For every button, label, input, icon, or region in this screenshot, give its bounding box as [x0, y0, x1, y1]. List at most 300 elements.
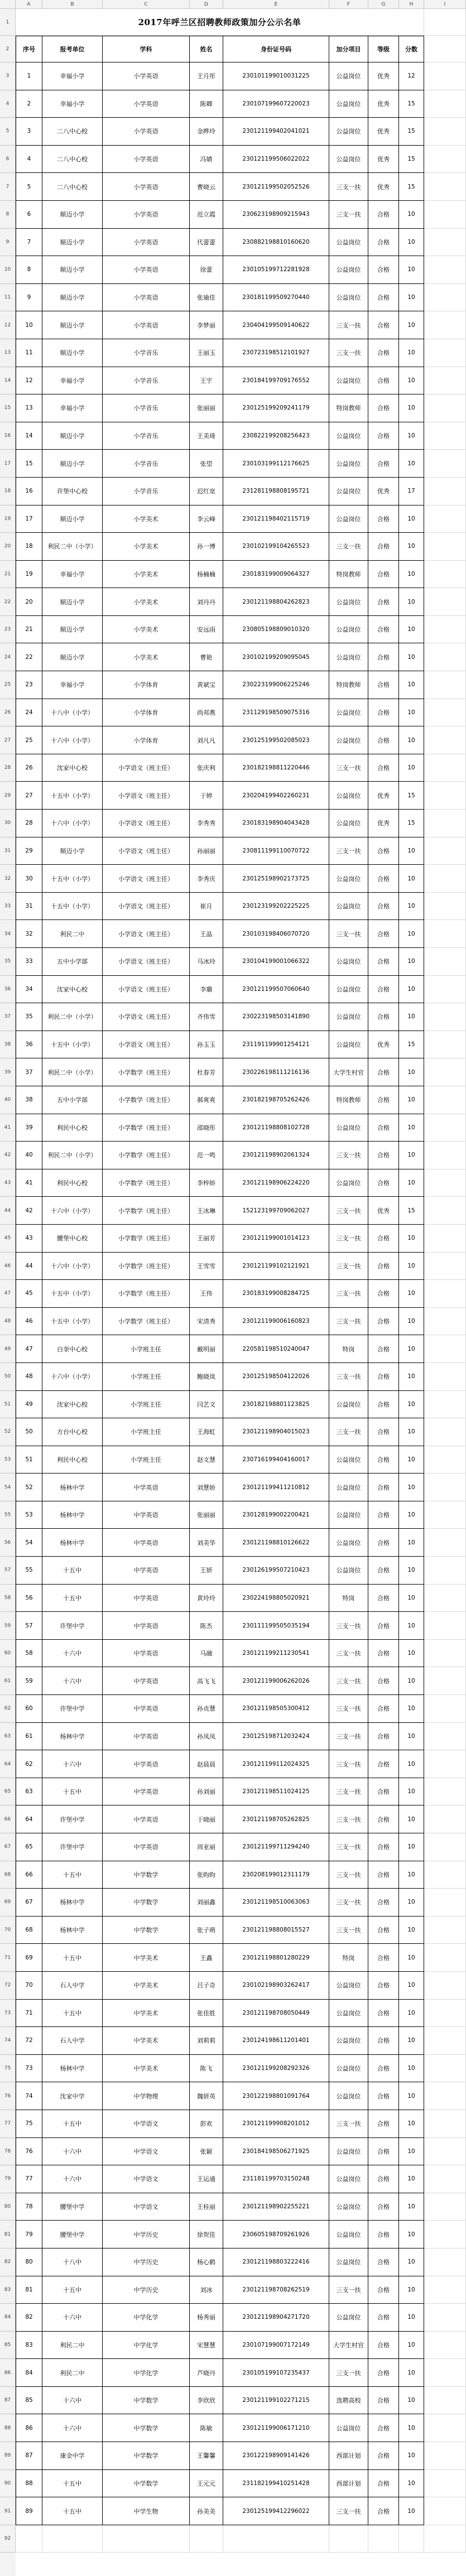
column-i-cell[interactable] — [424, 2221, 466, 2248]
unit-cell[interactable]: 利民二中 — [42, 920, 103, 948]
score-cell[interactable]: 10 — [399, 2359, 424, 2387]
seq-cell[interactable]: 61 — [16, 1723, 42, 1751]
id-number-cell[interactable]: 230182198801123825 — [223, 1391, 329, 1419]
column-i-cell[interactable] — [424, 201, 466, 229]
subject-cell[interactable]: 中学美术 — [103, 2000, 190, 2028]
bonus-item-cell[interactable]: 三支一扶 — [329, 754, 368, 782]
seq-cell[interactable]: 81 — [16, 2276, 42, 2304]
score-cell[interactable]: 10 — [399, 2497, 424, 2525]
column-header-c[interactable]: C — [103, 0, 190, 9]
bonus-item-cell[interactable]: 公益岗位 — [329, 1972, 368, 2000]
unit-cell[interactable]: 十五中（小学） — [42, 1308, 103, 1336]
name-cell[interactable]: 李云峰 — [190, 505, 223, 533]
seq-cell[interactable]: 39 — [16, 1114, 42, 1142]
seq-cell[interactable]: 43 — [16, 1225, 42, 1253]
column-i-cell[interactable] — [424, 2276, 466, 2304]
empty-cell[interactable] — [424, 2525, 466, 2553]
name-cell[interactable]: 李梦丽 — [190, 311, 223, 339]
row-number[interactable]: 77 — [0, 2110, 16, 2138]
row-number[interactable]: 28 — [0, 754, 16, 782]
row-number[interactable]: 88 — [0, 2414, 16, 2442]
id-number-cell[interactable]: 230121198801280229 — [223, 1944, 329, 1972]
grade-cell[interactable]: 合格 — [368, 1585, 399, 1612]
bonus-item-cell[interactable]: 特岗 — [329, 1335, 368, 1363]
subject-cell[interactable]: 中学数学 — [103, 1889, 190, 1917]
name-cell[interactable]: 刘莉莉 — [190, 2027, 223, 2055]
score-cell[interactable]: 10 — [399, 2387, 424, 2415]
row-number[interactable]: 62 — [0, 1695, 16, 1723]
bonus-item-cell[interactable]: 公益岗位 — [329, 90, 368, 118]
grade-cell[interactable]: 合格 — [368, 1667, 399, 1695]
bonus-item-cell[interactable]: 公益岗位 — [329, 643, 368, 671]
unit-cell[interactable]: 顺迈小学 — [42, 311, 103, 339]
grade-cell[interactable]: 合格 — [368, 1778, 399, 1806]
row-number[interactable]: 37 — [0, 1003, 16, 1031]
name-cell[interactable]: 孙贞慧 — [190, 1695, 223, 1723]
seq-cell[interactable]: 3 — [16, 118, 42, 146]
id-number-cell[interactable]: 230103199112176625 — [223, 450, 329, 478]
subject-cell[interactable]: 小学美术 — [103, 561, 190, 589]
row-number[interactable]: 85 — [0, 2332, 16, 2360]
column-i-cell[interactable] — [424, 1086, 466, 1114]
grade-cell[interactable]: 优秀 — [368, 1031, 399, 1059]
name-cell[interactable]: 李秀秀 — [190, 810, 223, 837]
subject-cell[interactable]: 小学英语 — [103, 146, 190, 174]
subject-cell[interactable]: 中学物理 — [103, 2082, 190, 2110]
column-i-cell[interactable] — [424, 643, 466, 671]
grade-cell[interactable]: 合格 — [368, 754, 399, 782]
subject-cell[interactable]: 小学语文（班主任） — [103, 865, 190, 893]
header-name[interactable]: 姓名 — [190, 36, 223, 62]
bonus-item-cell[interactable]: 公益岗位 — [329, 1529, 368, 1557]
bonus-item-cell[interactable]: 三支一扶 — [329, 1805, 368, 1833]
seq-cell[interactable]: 42 — [16, 1197, 42, 1225]
name-cell[interactable]: 金晔玲 — [190, 118, 223, 146]
bonus-item-cell[interactable]: 三支一扶 — [329, 1308, 368, 1336]
score-cell[interactable]: 10 — [399, 1335, 424, 1363]
unit-cell[interactable]: 利民中心校 — [42, 1169, 103, 1197]
subject-cell[interactable]: 小学音乐 — [103, 367, 190, 395]
score-cell[interactable]: 10 — [399, 1308, 424, 1336]
column-i-cell[interactable] — [424, 146, 466, 174]
seq-cell[interactable]: 50 — [16, 1418, 42, 1446]
row-number[interactable]: 32 — [0, 865, 16, 893]
subject-cell[interactable]: 小学英语 — [103, 284, 190, 312]
row-number[interactable]: 21 — [0, 561, 16, 589]
subject-cell[interactable]: 中学历史 — [103, 2276, 190, 2304]
row-number[interactable]: 10 — [0, 256, 16, 284]
id-number-cell[interactable]: 230121199908201012 — [223, 2110, 329, 2138]
score-cell[interactable]: 10 — [399, 561, 424, 589]
score-cell[interactable]: 10 — [399, 754, 424, 782]
column-i-cell[interactable] — [424, 1585, 466, 1612]
name-cell[interactable]: 张子萌 — [190, 1917, 223, 1944]
id-number-cell[interactable]: 230184198506271925 — [223, 2138, 329, 2166]
score-cell[interactable]: 10 — [399, 643, 424, 671]
empty-cell[interactable] — [223, 2525, 329, 2553]
subject-cell[interactable]: 中学历史 — [103, 2221, 190, 2248]
unit-cell[interactable]: 石人中学 — [42, 1972, 103, 2000]
score-cell[interactable]: 10 — [399, 1253, 424, 1280]
id-number-cell[interactable]: 230183198904043428 — [223, 810, 329, 837]
bonus-item-cell[interactable]: 三支一扶 — [329, 1253, 368, 1280]
id-number-cell[interactable]: 230121199006262026 — [223, 1667, 329, 1695]
unit-cell[interactable]: 十六中（小学） — [42, 726, 103, 754]
name-cell[interactable]: 崔月 — [190, 893, 223, 921]
id-number-cell[interactable]: 230102198903262417 — [223, 1972, 329, 2000]
bonus-item-cell[interactable]: 三支一扶 — [329, 1861, 368, 1889]
column-i-cell[interactable] — [424, 976, 466, 1004]
seq-cell[interactable]: 77 — [16, 2165, 42, 2193]
select-all-corner[interactable] — [0, 0, 16, 9]
name-cell[interactable]: 王鑫 — [190, 1944, 223, 1972]
bonus-item-cell[interactable]: 特岗教师 — [329, 561, 368, 589]
id-number-cell[interactable]: 230121198803222416 — [223, 2248, 329, 2276]
name-cell[interactable]: 郝爽爽 — [190, 1086, 223, 1114]
bonus-item-cell[interactable]: 公益岗位 — [329, 616, 368, 644]
seq-cell[interactable]: 69 — [16, 1944, 42, 1972]
id-number-cell[interactable]: 230121199102121921 — [223, 1253, 329, 1280]
grade-cell[interactable]: 合格 — [368, 229, 399, 257]
bonus-item-cell[interactable]: 西部计划 — [329, 2470, 368, 2498]
score-cell[interactable]: 10 — [399, 422, 424, 450]
unit-cell[interactable]: 十六中 — [42, 2165, 103, 2193]
seq-cell[interactable]: 45 — [16, 1280, 42, 1308]
bonus-item-cell[interactable]: 三支一扶 — [329, 339, 368, 367]
row-number[interactable]: 46 — [0, 1253, 16, 1280]
id-number-cell[interactable]: 230122198909141426 — [223, 2442, 329, 2470]
name-cell[interactable]: 闫艺文 — [190, 1391, 223, 1419]
grade-cell[interactable]: 优秀 — [368, 118, 399, 146]
grade-cell[interactable]: 合格 — [368, 1889, 399, 1917]
column-header-g[interactable]: G — [368, 0, 399, 9]
score-cell[interactable]: 10 — [399, 699, 424, 727]
name-cell[interactable]: 孙一博 — [190, 533, 223, 561]
header-grade[interactable]: 等级 — [368, 36, 399, 62]
grade-cell[interactable]: 合格 — [368, 1142, 399, 1169]
grade-cell[interactable]: 合格 — [368, 1474, 399, 1501]
id-number-cell[interactable]: 230125199502085023 — [223, 726, 329, 754]
subject-cell[interactable]: 中学英语 — [103, 1612, 190, 1640]
bonus-item-cell[interactable]: 公益岗位 — [329, 2055, 368, 2083]
seq-cell[interactable]: 32 — [16, 920, 42, 948]
seq-cell[interactable]: 59 — [16, 1667, 42, 1695]
bonus-item-cell[interactable]: 三支一扶 — [329, 533, 368, 561]
score-cell[interactable]: 17 — [399, 478, 424, 505]
id-number-cell[interactable]: 230125198712032424 — [223, 1723, 329, 1751]
grade-cell[interactable]: 合格 — [368, 2248, 399, 2276]
seq-cell[interactable]: 71 — [16, 2000, 42, 2028]
bonus-item-cell[interactable]: 三支一扶 — [329, 1917, 368, 1944]
id-number-cell[interactable]: 230121199112024325 — [223, 1750, 329, 1778]
score-cell[interactable]: 15 — [399, 782, 424, 810]
id-number-cell[interactable]: 230125198504122026 — [223, 1363, 329, 1391]
column-i-cell[interactable] — [424, 2138, 466, 2166]
grade-cell[interactable]: 优秀 — [368, 90, 399, 118]
bonus-item-cell[interactable]: 公益岗位 — [329, 588, 368, 616]
column-header-f[interactable]: F — [329, 0, 368, 9]
grade-cell[interactable]: 合格 — [368, 2414, 399, 2442]
unit-cell[interactable]: 十五中 — [42, 1585, 103, 1612]
name-cell[interactable]: 邵晓彤 — [190, 1114, 223, 1142]
subject-cell[interactable]: 小学体育 — [103, 699, 190, 727]
bonus-item-cell[interactable]: 三支一扶 — [329, 1612, 368, 1640]
bonus-item-cell[interactable]: 三支一扶 — [329, 1750, 368, 1778]
column-i-cell[interactable] — [424, 1391, 466, 1419]
bonus-item-cell[interactable]: 三支一扶 — [329, 1695, 368, 1723]
name-cell[interactable]: 宋清秀 — [190, 1308, 223, 1336]
row-number[interactable]: 27 — [0, 726, 16, 754]
grade-cell[interactable]: 合格 — [368, 2387, 399, 2415]
bonus-item-cell[interactable]: 三支一扶 — [329, 2497, 368, 2525]
subject-cell[interactable]: 中学英语 — [103, 1805, 190, 1833]
row-number[interactable]: 73 — [0, 2000, 16, 2028]
id-number-cell[interactable]: 230121198708050449 — [223, 2000, 329, 2028]
id-number-cell[interactable]: 230121198808015527 — [223, 1917, 329, 1944]
score-cell[interactable]: 10 — [399, 671, 424, 699]
subject-cell[interactable]: 中学英语 — [103, 1667, 190, 1695]
seq-cell[interactable]: 13 — [16, 394, 42, 422]
header-unit[interactable]: 报考单位 — [42, 36, 103, 62]
subject-cell[interactable]: 中学化学 — [103, 2359, 190, 2387]
row-number[interactable]: 18 — [0, 478, 16, 505]
row-number[interactable]: 33 — [0, 893, 16, 921]
score-cell[interactable]: 10 — [399, 1833, 424, 1861]
column-i-cell[interactable] — [424, 422, 466, 450]
unit-cell[interactable]: 幸福小学 — [42, 561, 103, 589]
grade-cell[interactable]: 合格 — [368, 201, 399, 229]
empty-cell[interactable] — [103, 2525, 190, 2553]
unit-cell[interactable]: 十八中（小学） — [42, 699, 103, 727]
grade-cell[interactable]: 合格 — [368, 1529, 399, 1557]
grade-cell[interactable]: 合格 — [368, 2359, 399, 2387]
seq-cell[interactable]: 20 — [16, 588, 42, 616]
column-i-cell[interactable] — [424, 1917, 466, 1944]
unit-cell[interactable]: 利民二中（小学） — [42, 1058, 103, 1086]
subject-cell[interactable]: 小学数学（班主任） — [103, 1225, 190, 1253]
unit-cell[interactable]: 十五中（小学） — [42, 1031, 103, 1059]
column-i-cell[interactable] — [424, 2470, 466, 2498]
bonus-item-cell[interactable]: 三支一扶 — [329, 1197, 368, 1225]
name-cell[interactable]: 陈飞 — [190, 2055, 223, 2083]
bonus-item-cell[interactable]: 大学生村官 — [329, 1058, 368, 1086]
score-cell[interactable]: 10 — [399, 726, 424, 754]
id-number-cell[interactable]: 230822199208256423 — [223, 422, 329, 450]
seq-cell[interactable]: 35 — [16, 1003, 42, 1031]
bonus-item-cell[interactable]: 特岗教师 — [329, 1086, 368, 1114]
id-number-cell[interactable]: 230121198505300412 — [223, 1695, 329, 1723]
bonus-item-cell[interactable]: 公益岗位 — [329, 2000, 368, 2028]
row-number[interactable]: 56 — [0, 1529, 16, 1557]
grade-cell[interactable]: 合格 — [368, 1695, 399, 1723]
subject-cell[interactable]: 小学英语 — [103, 90, 190, 118]
column-i-cell[interactable] — [424, 9, 466, 36]
grade-cell[interactable]: 合格 — [368, 1446, 399, 1474]
row-number[interactable]: 8 — [0, 201, 16, 229]
seq-cell[interactable]: 51 — [16, 1446, 42, 1474]
seq-cell[interactable]: 23 — [16, 671, 42, 699]
column-i-cell[interactable] — [424, 2304, 466, 2332]
row-number[interactable]: 19 — [0, 505, 16, 533]
bonus-item-cell[interactable]: 公益岗位 — [329, 146, 368, 174]
subject-cell[interactable]: 中学数学 — [103, 2442, 190, 2470]
seq-cell[interactable]: 70 — [16, 1972, 42, 2000]
unit-cell[interactable]: 利民二中（小学） — [42, 1142, 103, 1169]
grade-cell[interactable]: 合格 — [368, 588, 399, 616]
unit-cell[interactable]: 腰堡中学 — [42, 2221, 103, 2248]
seq-cell[interactable]: 47 — [16, 1335, 42, 1363]
row-number[interactable]: 64 — [0, 1750, 16, 1778]
grade-cell[interactable]: 合格 — [368, 976, 399, 1004]
column-i-cell[interactable] — [424, 505, 466, 533]
seq-cell[interactable]: 37 — [16, 1058, 42, 1086]
empty-cell[interactable] — [368, 2525, 399, 2553]
seq-cell[interactable]: 44 — [16, 1253, 42, 1280]
id-number-cell[interactable]: 230623198909215943 — [223, 201, 329, 229]
column-header-h[interactable]: H — [399, 0, 424, 9]
name-cell[interactable]: 于晓丽 — [190, 1805, 223, 1833]
column-i-cell[interactable] — [424, 782, 466, 810]
id-number-cell[interactable]: 230226198111216136 — [223, 1058, 329, 1086]
name-cell[interactable]: 杜春芳 — [190, 1058, 223, 1086]
grade-cell[interactable]: 合格 — [368, 1114, 399, 1142]
grade-cell[interactable]: 优秀 — [368, 810, 399, 837]
id-number-cell[interactable]: 230224198805020921 — [223, 1585, 329, 1612]
score-cell[interactable]: 10 — [399, 2055, 424, 2083]
header-score[interactable]: 分数 — [399, 36, 424, 62]
name-cell[interactable]: 王桂丽 — [190, 2193, 223, 2221]
column-header-i[interactable]: I — [424, 0, 466, 9]
row-number[interactable]: 53 — [0, 1446, 16, 1474]
column-i-cell[interactable] — [424, 1750, 466, 1778]
row-number[interactable]: 30 — [0, 810, 16, 837]
id-number-cell[interactable]: 230121199711294240 — [223, 1833, 329, 1861]
row-number[interactable]: 13 — [0, 339, 16, 367]
bonus-item-cell[interactable]: 三支一扶 — [329, 1723, 368, 1751]
bonus-item-cell[interactable]: 公益岗位 — [329, 2248, 368, 2276]
row-number[interactable]: 91 — [0, 2497, 16, 2525]
grade-cell[interactable]: 优秀 — [368, 62, 399, 90]
row-number[interactable]: 9 — [0, 229, 16, 257]
name-cell[interactable]: 王丽芳 — [190, 1225, 223, 1253]
bonus-item-cell[interactable]: 公益岗位 — [329, 422, 368, 450]
empty-cell[interactable] — [42, 2525, 103, 2553]
name-cell[interactable]: 徐贺佳 — [190, 2221, 223, 2248]
seq-cell[interactable]: 38 — [16, 1086, 42, 1114]
column-i-cell[interactable] — [424, 394, 466, 422]
bonus-item-cell[interactable]: 三支一扶 — [329, 2359, 368, 2387]
column-i-cell[interactable] — [424, 1446, 466, 1474]
seq-cell[interactable]: 19 — [16, 561, 42, 589]
score-cell[interactable]: 10 — [399, 2276, 424, 2304]
grade-cell[interactable]: 合格 — [368, 1058, 399, 1086]
grade-cell[interactable]: 合格 — [368, 920, 399, 948]
bonus-item-cell[interactable]: 三支一扶 — [329, 920, 368, 948]
seq-cell[interactable]: 21 — [16, 616, 42, 644]
column-header-e[interactable]: E — [223, 0, 329, 9]
unit-cell[interactable]: 幸福小学 — [42, 367, 103, 395]
grade-cell[interactable]: 优秀 — [368, 146, 399, 174]
row-number[interactable]: 49 — [0, 1335, 16, 1363]
column-i-cell[interactable] — [424, 1169, 466, 1197]
seq-cell[interactable]: 73 — [16, 2055, 42, 2083]
seq-cell[interactable]: 12 — [16, 367, 42, 395]
grade-cell[interactable]: 合格 — [368, 2055, 399, 2083]
seq-cell[interactable]: 85 — [16, 2387, 42, 2415]
grade-cell[interactable]: 合格 — [368, 2442, 399, 2470]
seq-cell[interactable]: 88 — [16, 2470, 42, 2498]
seq-cell[interactable]: 5 — [16, 173, 42, 201]
grade-cell[interactable]: 合格 — [368, 1640, 399, 1668]
row-number[interactable]: 26 — [0, 699, 16, 727]
grade-cell[interactable]: 优秀 — [368, 173, 399, 201]
id-number-cell[interactable]: 230121199006160823 — [223, 1308, 329, 1336]
score-cell[interactable]: 10 — [399, 2221, 424, 2248]
seq-cell[interactable]: 62 — [16, 1750, 42, 1778]
score-cell[interactable]: 10 — [399, 1640, 424, 1668]
score-cell[interactable]: 15 — [399, 810, 424, 837]
unit-cell[interactable]: 顺迈小学 — [42, 284, 103, 312]
subject-cell[interactable]: 小学美术 — [103, 643, 190, 671]
row-number[interactable]: 11 — [0, 284, 16, 312]
grade-cell[interactable]: 合格 — [368, 2082, 399, 2110]
column-i-cell[interactable] — [424, 90, 466, 118]
grade-cell[interactable]: 合格 — [368, 1003, 399, 1031]
name-cell[interactable]: 杨楠楠 — [190, 561, 223, 589]
seq-cell[interactable]: 82 — [16, 2304, 42, 2332]
grade-cell[interactable]: 合格 — [368, 1391, 399, 1419]
row-number[interactable]: 39 — [0, 1058, 16, 1086]
seq-cell[interactable]: 16 — [16, 478, 42, 505]
bonus-item-cell[interactable]: 公益岗位 — [329, 229, 368, 257]
subject-cell[interactable]: 小学数学（班主任） — [103, 1253, 190, 1280]
unit-cell[interactable]: 利民二中（小学） — [42, 1003, 103, 1031]
seq-cell[interactable]: 48 — [16, 1363, 42, 1391]
unit-cell[interactable]: 二八中心校 — [42, 146, 103, 174]
row-number[interactable]: 52 — [0, 1418, 16, 1446]
seq-cell[interactable]: 66 — [16, 1861, 42, 1889]
column-i-cell[interactable] — [424, 1418, 466, 1446]
bonus-item-cell[interactable]: 公益岗位 — [329, 2138, 368, 2166]
subject-cell[interactable]: 小学语文（班主任） — [103, 920, 190, 948]
score-cell[interactable]: 10 — [399, 1667, 424, 1695]
name-cell[interactable]: 刘冰 — [190, 2276, 223, 2304]
grade-cell[interactable]: 合格 — [368, 2221, 399, 2248]
grade-cell[interactable]: 合格 — [368, 1086, 399, 1114]
column-i-cell[interactable] — [424, 450, 466, 478]
seq-cell[interactable]: 84 — [16, 2359, 42, 2387]
grade-cell[interactable]: 合格 — [368, 1944, 399, 1972]
score-cell[interactable]: 10 — [399, 1805, 424, 1833]
bonus-item-cell[interactable]: 三支一扶 — [329, 1778, 368, 1806]
id-number-cell[interactable]: 230121199411210812 — [223, 1474, 329, 1501]
column-i-cell[interactable] — [424, 2082, 466, 2110]
row-number[interactable]: 38 — [0, 1031, 16, 1059]
id-number-cell[interactable]: 230121198402115719 — [223, 505, 329, 533]
unit-cell[interactable]: 顺迈小学 — [42, 837, 103, 865]
column-i-cell[interactable] — [424, 837, 466, 865]
id-number-cell[interactable]: 230126199507210423 — [223, 1557, 329, 1585]
unit-cell[interactable]: 利民中心校 — [42, 1446, 103, 1474]
column-i-cell[interactable] — [424, 1778, 466, 1806]
name-cell[interactable]: 赵文慧 — [190, 1446, 223, 1474]
bonus-item-cell[interactable]: 公益岗位 — [329, 505, 368, 533]
unit-cell[interactable]: 十五中 — [42, 2497, 103, 2525]
bonus-item-cell[interactable]: 公益岗位 — [329, 1031, 368, 1059]
score-cell[interactable]: 10 — [399, 920, 424, 948]
bonus-item-cell[interactable]: 三支一扶 — [329, 1889, 368, 1917]
id-number-cell[interactable]: 230223199006225246 — [223, 671, 329, 699]
